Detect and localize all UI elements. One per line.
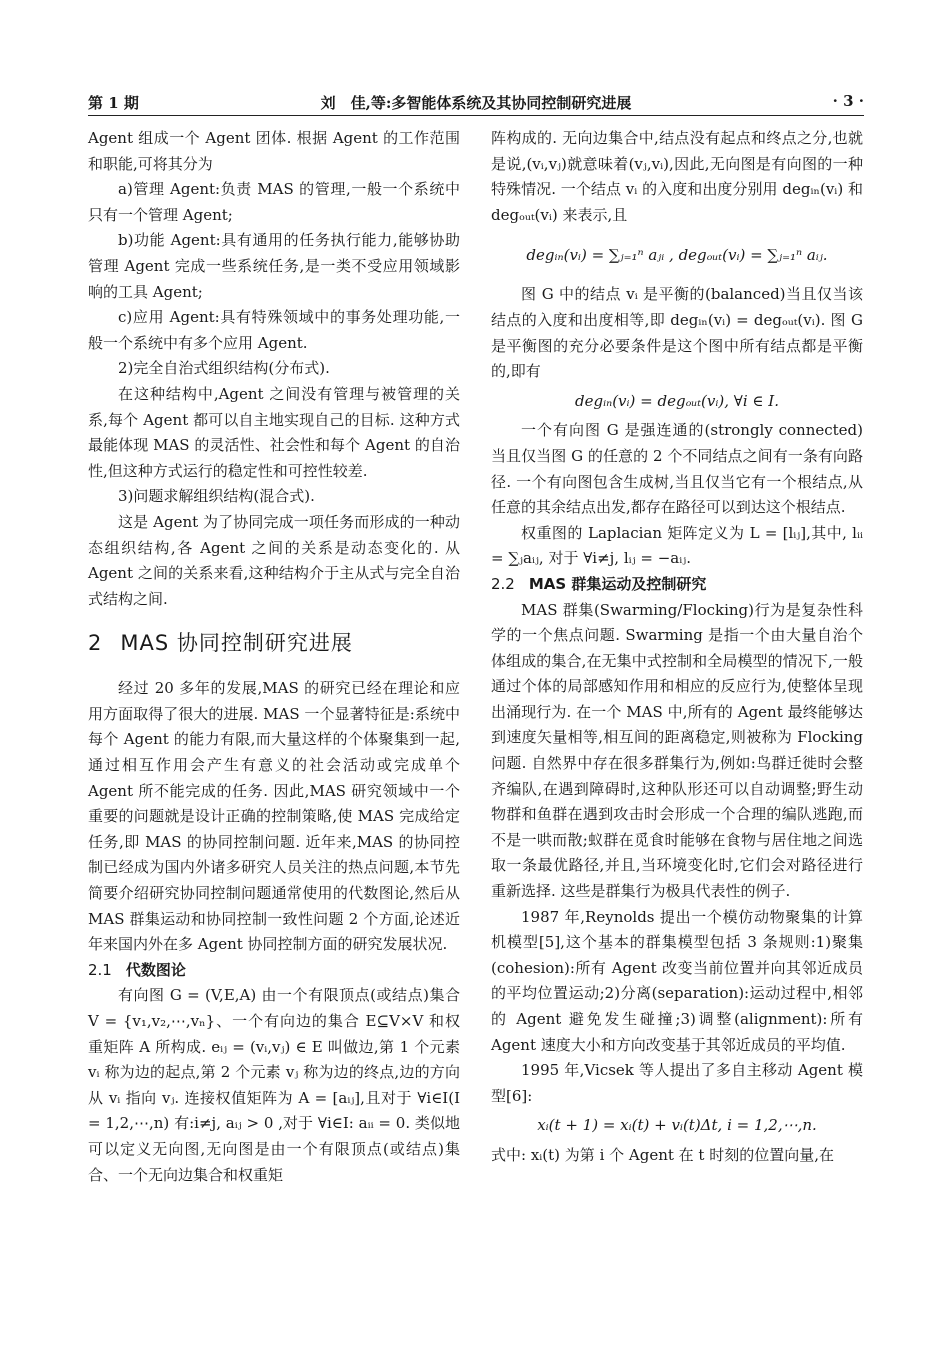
subsection-number: 2.2 [491, 574, 515, 593]
paragraph: 阵构成的. 无向边集合中,结点没有起点和终点之分,也就是说,(vᵢ,vⱼ)就意味着(vⱼ,vᵢ),因此,无向图是有向图的一种特殊情况. 一个结点 vᵢ 的入度和出度分别用 degᵢₙ(vᵢ) 和 degₒᵤₜ(vᵢ) 来表示,且 [491, 129, 863, 224]
paragraph: 3)问题求解组织结构(混合式). [118, 487, 315, 506]
section-number: 2 [88, 631, 103, 656]
paragraph: 有向图 G = (V,E,A) 由一个有限顶点(或结点)集合 V = {v₁,v₂,⋯,vₙ}、一个有向边的集合 E⊆V×V 和权重矩阵 A 所构成. eᵢⱼ = (vᵢ,vⱼ) ∈ E 叫做边,第 1 个元素 vᵢ 称为边的起点,第 2 个元素 vⱼ 称为边的终点,边的方向从 vᵢ 指向 vⱼ. 连接权值矩阵为 A = [aᵢⱼ],且对于 ∀i∈I(I = 1,2,⋯,n) 有:i≠j, aᵢⱼ > 0 ,对于 ∀i∈I: aᵢᵢ = 0. 类似地可以定义无向图,无向图是由一个有限顶点(或结点)集合、一个无向边集合和权重矩 [88, 986, 460, 1184]
paragraph: 在这种结构中,Agent 之间没有管理与被管理的关系,每个 Agent 都可以自主地实现自己的目标. 这种方式最能体现 MAS 的灵活性、社会性和每个 Agent 的自治性,但这种方式运行的稳定性和可控性较差. [88, 384, 460, 480]
subsection-number: 2.1 [88, 960, 112, 979]
paragraph: a)管理 Agent:负责 MAS 的管理,一般一个系统中只有一个管理 Agent; [88, 180, 460, 224]
subsection-heading [88, 958, 460, 984]
subsection-title: 代数图论 [125, 960, 186, 979]
subsection-title: MAS 群集运动及控制研究 [528, 574, 707, 593]
equation: degᵢₙ(vᵢ) = degₒᵤₜ(vᵢ), ∀i ∈ I. [575, 391, 779, 410]
equation: xᵢ(t + 1) = xᵢ(t) + vᵢ(t)Δt, i = 1,2,⋯,n. [537, 1116, 817, 1135]
header-rule [88, 115, 864, 116]
paragraph: 1995 年,Vicsek 等人提出了多自主移动 Agent 模型[6]: [491, 1061, 863, 1105]
section-heading [88, 628, 460, 658]
paragraph: Agent 组成一个 Agent 团体. 根据 Agent 的工作范围和职能,可将其分为 [88, 129, 460, 173]
paragraph: c)应用 Agent:具有特殊领域中的事务处理功能,一般一个系统中有多个应用 Agent. [88, 308, 460, 352]
paragraph: 权重图的 Laplacian 矩阵定义为 L = [lᵢⱼ],其中, lᵢᵢ = ∑ⱼaᵢⱼ, 对于 ∀i≠j, lᵢⱼ = −aᵢⱼ. [491, 523, 863, 568]
paragraph: b)功能 Agent:具有通用的任务执行能力,能够协助管理 Agent 完成一些系统任务,是一类不受应用领域影响的工具 Agent; [88, 231, 460, 301]
paragraph: MAS 群集(Swarming/Flocking)行为是复杂性科学的一个焦点问题. Swarming 是指一个由大量自治个体组成的集合,在无集中式控制和全局模型的情况下,一般通过个体的局部感知作用和相应的反应行为,使整体呈现出涌现行为. 在一个 MAS 中,所有的 Agent 最终能够达到速度矢量相等,相互间的距离稳定,则被称为 Flocking 问题. 自然界中存在很多群集行为,例如:鸟群迁徙时会整齐编队,在遇到障碍时,这种队形还可以自动调整;野生动物群和鱼群在遇到攻击时会形成一个合理的编队逃跑,而不是一哄而散;蚁群在觅食时能够在食物与居住地之间选取一条最优路径,并且,当环境变化时,它们会对路径进行重新选择. 这些是群集行为极具代表性的例子. [491, 600, 863, 901]
equation: degᵢₙ(vᵢ) = ∑ⱼ₌₁ⁿ aⱼᵢ , degₒᵤₜ(vᵢ) = ∑ⱼ₌₁ⁿ aᵢⱼ. [526, 246, 828, 265]
section-title: MAS 协同控制研究进展 [120, 631, 353, 656]
paragraph: 图 G 中的结点 vᵢ 是平衡的(balanced)当且仅当该结点的入度和出度相等,即 degᵢₙ(vᵢ) = degₒᵤₜ(vᵢ). 图 G 是平衡图的充分必要条件是这个图中所有结点都是平衡的,即有 [491, 285, 863, 381]
left-column [88, 126, 460, 1188]
page-number: · 3 · [832, 92, 864, 110]
subsection-heading [491, 572, 863, 598]
paragraph: 一个有向图 G 是强连通的(strongly connected)当且仅当图 G 的任意的 2 个不同结点之间有一条有向路径. 一个有向图包含生成树,当且仅当它有一个根结点,从任意的其余结点出发,都存在路径可以到达这个根结点. [491, 421, 863, 517]
paragraph: 2)完全自治式组织结构(分布式). [118, 359, 330, 378]
paragraph: 式中: xᵢ(t) 为第 i 个 Agent 在 t 时刻的位置向量,在 [491, 1145, 835, 1164]
paragraph: 经过 20 多年的发展,MAS 的研究已经在理论和应用方面取得了很大的进展. MAS 一个显著特征是:系统中每个 Agent 的能力有限,而大量这样的个体聚集到一起,通过相互作用会产生有意义的社会活动或完成单个 Agent 所不能完成的任务. 因此,MAS 研究领域中一个重要的问题就是设计正确的控制策略,使 MAS 完成给定任务,即 MAS 的协同控制问题. 近年来,MAS 的协同控制已经成为国内外诸多研究人员关注的热点问题,本节先简要介绍研究协同控制问题通常使用的代数图论,然后从 MAS 群集运动和协同控制一致性问题 2 个方面,论述近年来国内外在多 Agent 协同控制方面的研究发展状况. [88, 679, 460, 954]
paragraph: 这是 Agent 为了协同完成一项任务而形成的一种动态组织结构,各 Agent 之间的关系是动态变化的. 从 Agent 之间的关系来看,这种结构介于主从式与完全自治式结构之间. [88, 512, 460, 608]
running-header [88, 88, 864, 118]
issue-number: 第 1 期 [88, 94, 139, 112]
paragraph: 1987 年,Reynolds 提出一个模仿动物聚集的计算机模型[5],这个基本的群集模型包括 3 条规则:1)聚集(cohesion):所有 Agent 改变当前位置并向其邻近成员的平均位置运动;2)分离(separation):运动过程中,相邻的 Agent 避免发生碰撞;3)调整(alignment):所有 Agent 速度大小和方向改变基于其邻近成员的平均值. [491, 907, 863, 1054]
running-title: 刘 佳,等:多智能体系统及其协同控制研究进展 [320, 94, 632, 112]
right-column [491, 126, 863, 1169]
